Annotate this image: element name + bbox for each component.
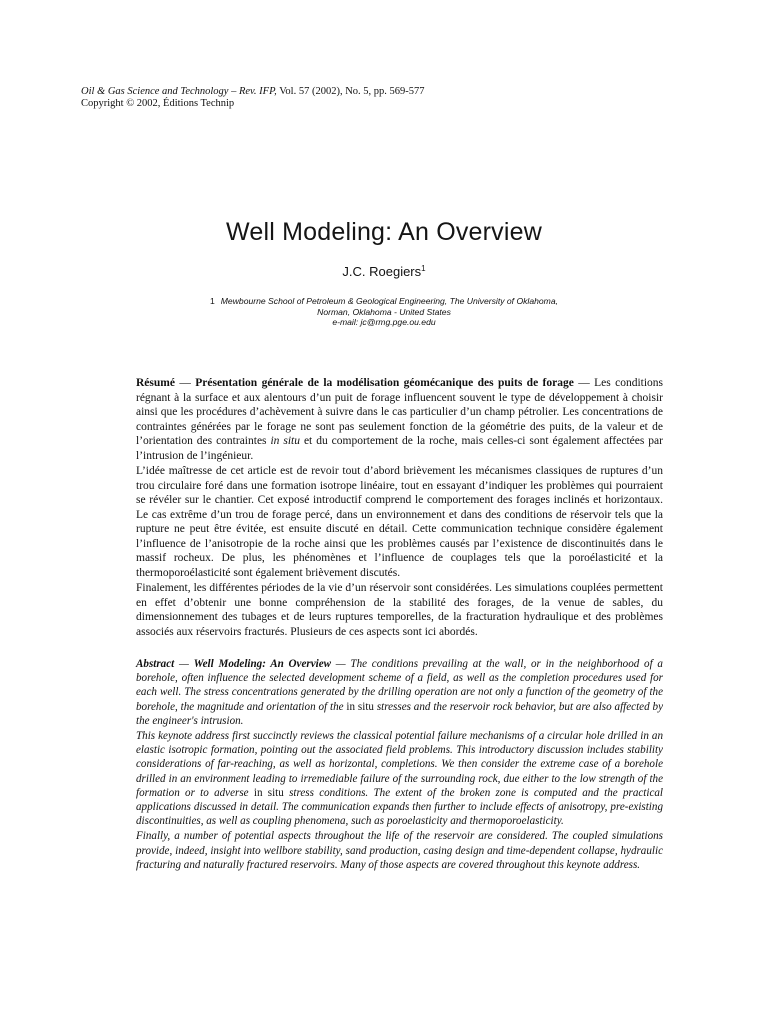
- resume-paragraph-1: Résumé — Présentation générale de la modélisation géomécanique des puits de forage — Les conditions régnant à la surface et aux alentours d’un puit de forage influencent souvent le type de développement à choisir ainsi que les procédures d’achèvement à suivre dans le cas particulier d’un champ pétrolier. Les concentrations de contraintes générées par le forage ne sont pas seulement fonction de la géométrie des puits, de la valeur et de l’orientation des contraintes in situ et du comportement de la roche, mais celles-ci sont également affectées par l’intrusion de l’ingénieur.: [136, 377, 664, 462]
- journal-volume: Vol. 57 (2002), No. 5, pp. 569-577: [276, 86, 425, 97]
- resume-paragraph-2: L’idée maîtresse de cet article est de revoir tout d’abord brièvement les mécanismes classiques de ruptures d’un trou circulaire foré dans une formation isotrope linéaire, tout en essayant d’indiquer les problèmes qui pourraient se révéler sur le chantier. Cet exposé introductif comprend le comportement des forages inclinés et horizontaux. Le cas extrême d’un trou de forage percé, dans un environnement et dans des conditions de réservoir tels que la rupture ne peut être évitée, est ensuite discuté en détail. Cette communication technique considère également l’influence de l’anisotropie de la roche ainsi que les problèmes causés par l’existence de discontinuités dans le massif rocheux. De plus, les phénomènes et l’influence de couplages tels que la poroélasticité et la thermoporoélasticité sont également brièvement discutés.: [136, 465, 663, 579]
- affiliation-number: 1: [209, 296, 215, 306]
- resume-section: [136, 376, 663, 640]
- abstract-paragraph-3: Finally, a number of potential aspects throughout the life of the reservoir are considered. The coupled simulations provide, indeed, insight into wellbore stability, sand production, casing design and time-dependent collapse, hydraulic fracturing and naturally fractured reservoirs. Many of those aspects are covered throughout this keynote address.: [136, 830, 663, 871]
- paper-title: Well Modeling: An Overview: [226, 218, 542, 246]
- affiliation: [170, 296, 598, 328]
- affiliation-line-1: 1 Mewbourne School of Petroleum & Geological Engineering, The University of Oklahoma,: [209, 296, 559, 306]
- resume-label: Résumé: [136, 377, 175, 389]
- journal-header: [81, 86, 701, 109]
- affiliation-line-2: Norman, Oklahoma - United States: [317, 306, 451, 317]
- author-line: [0, 264, 768, 279]
- resume-title: Présentation générale de la modélisation géomécanique des puits de forage: [195, 377, 574, 389]
- copyright-line: Copyright © 2002, Éditions Technip: [81, 97, 235, 109]
- abstract-section: [136, 657, 663, 873]
- abstract-paragraph-2: This keynote address first succinctly reviews the classical potential failure mechanisms of a circular hole drilled in an elastic isotropic formation, pointing out the associated field problems. This introductory discussion includes stability considerations of far-reaching, as well as horizontal, completions. We then consider the extreme case of a borehole drilled in an environment leading to irremediable failure of the surrounding rock, due either to the low strength of the formation or to adverse in situ stress conditions. The extent of the broken zone is computed and the practical applications discussed in detail. The communication expands then further to include effects of anisotropy, pre-existing discontinuities, as well as coupling phenomena, such as poroelasticity and thermoporoelasticity.: [136, 730, 664, 828]
- journal-name: Oil & Gas Science and Technology – Rev. IFP,: [81, 86, 277, 97]
- abstract-paragraph-1: Abstract — Well Modeling: An Overview — The conditions prevailing at the wall, or in the neighborhood of a borehole, often influence the selected development scheme of a field, as well as the completion procedures used for each well. The stress concentrations generated by the drilling operation are not only a function of the geometry of the borehole, the magnitude and orientation of the in situ stresses and the reservoir rock behavior, but are also affected by the engineer's intrusion.: [136, 658, 663, 727]
- journal-citation: [81, 86, 701, 98]
- author-name: J.C. Roegiers: [342, 264, 422, 279]
- author-footnote-mark: 1: [421, 264, 426, 273]
- abstract-label: Abstract: [136, 658, 175, 670]
- abstract-title: Well Modeling: An Overview: [193, 658, 332, 670]
- resume-paragraph-3: Finalement, les différentes périodes de la vie d’un réservoir sont considérées. Les simulations couplées permettent en effet d’obtenir une bonne compréhension de la stabilité des forages, de la venue de sables, du dimensionnement des tubages et de leurs ruptures temporelles, de la fracturation hydraulique et des problèmes associés aux réservoirs fracturés. Plusieurs de ces aspects sont ici abordés.: [136, 582, 663, 638]
- author-email[interactable]: e-mail: jc@rmg.pge.ou.edu: [332, 317, 436, 327]
